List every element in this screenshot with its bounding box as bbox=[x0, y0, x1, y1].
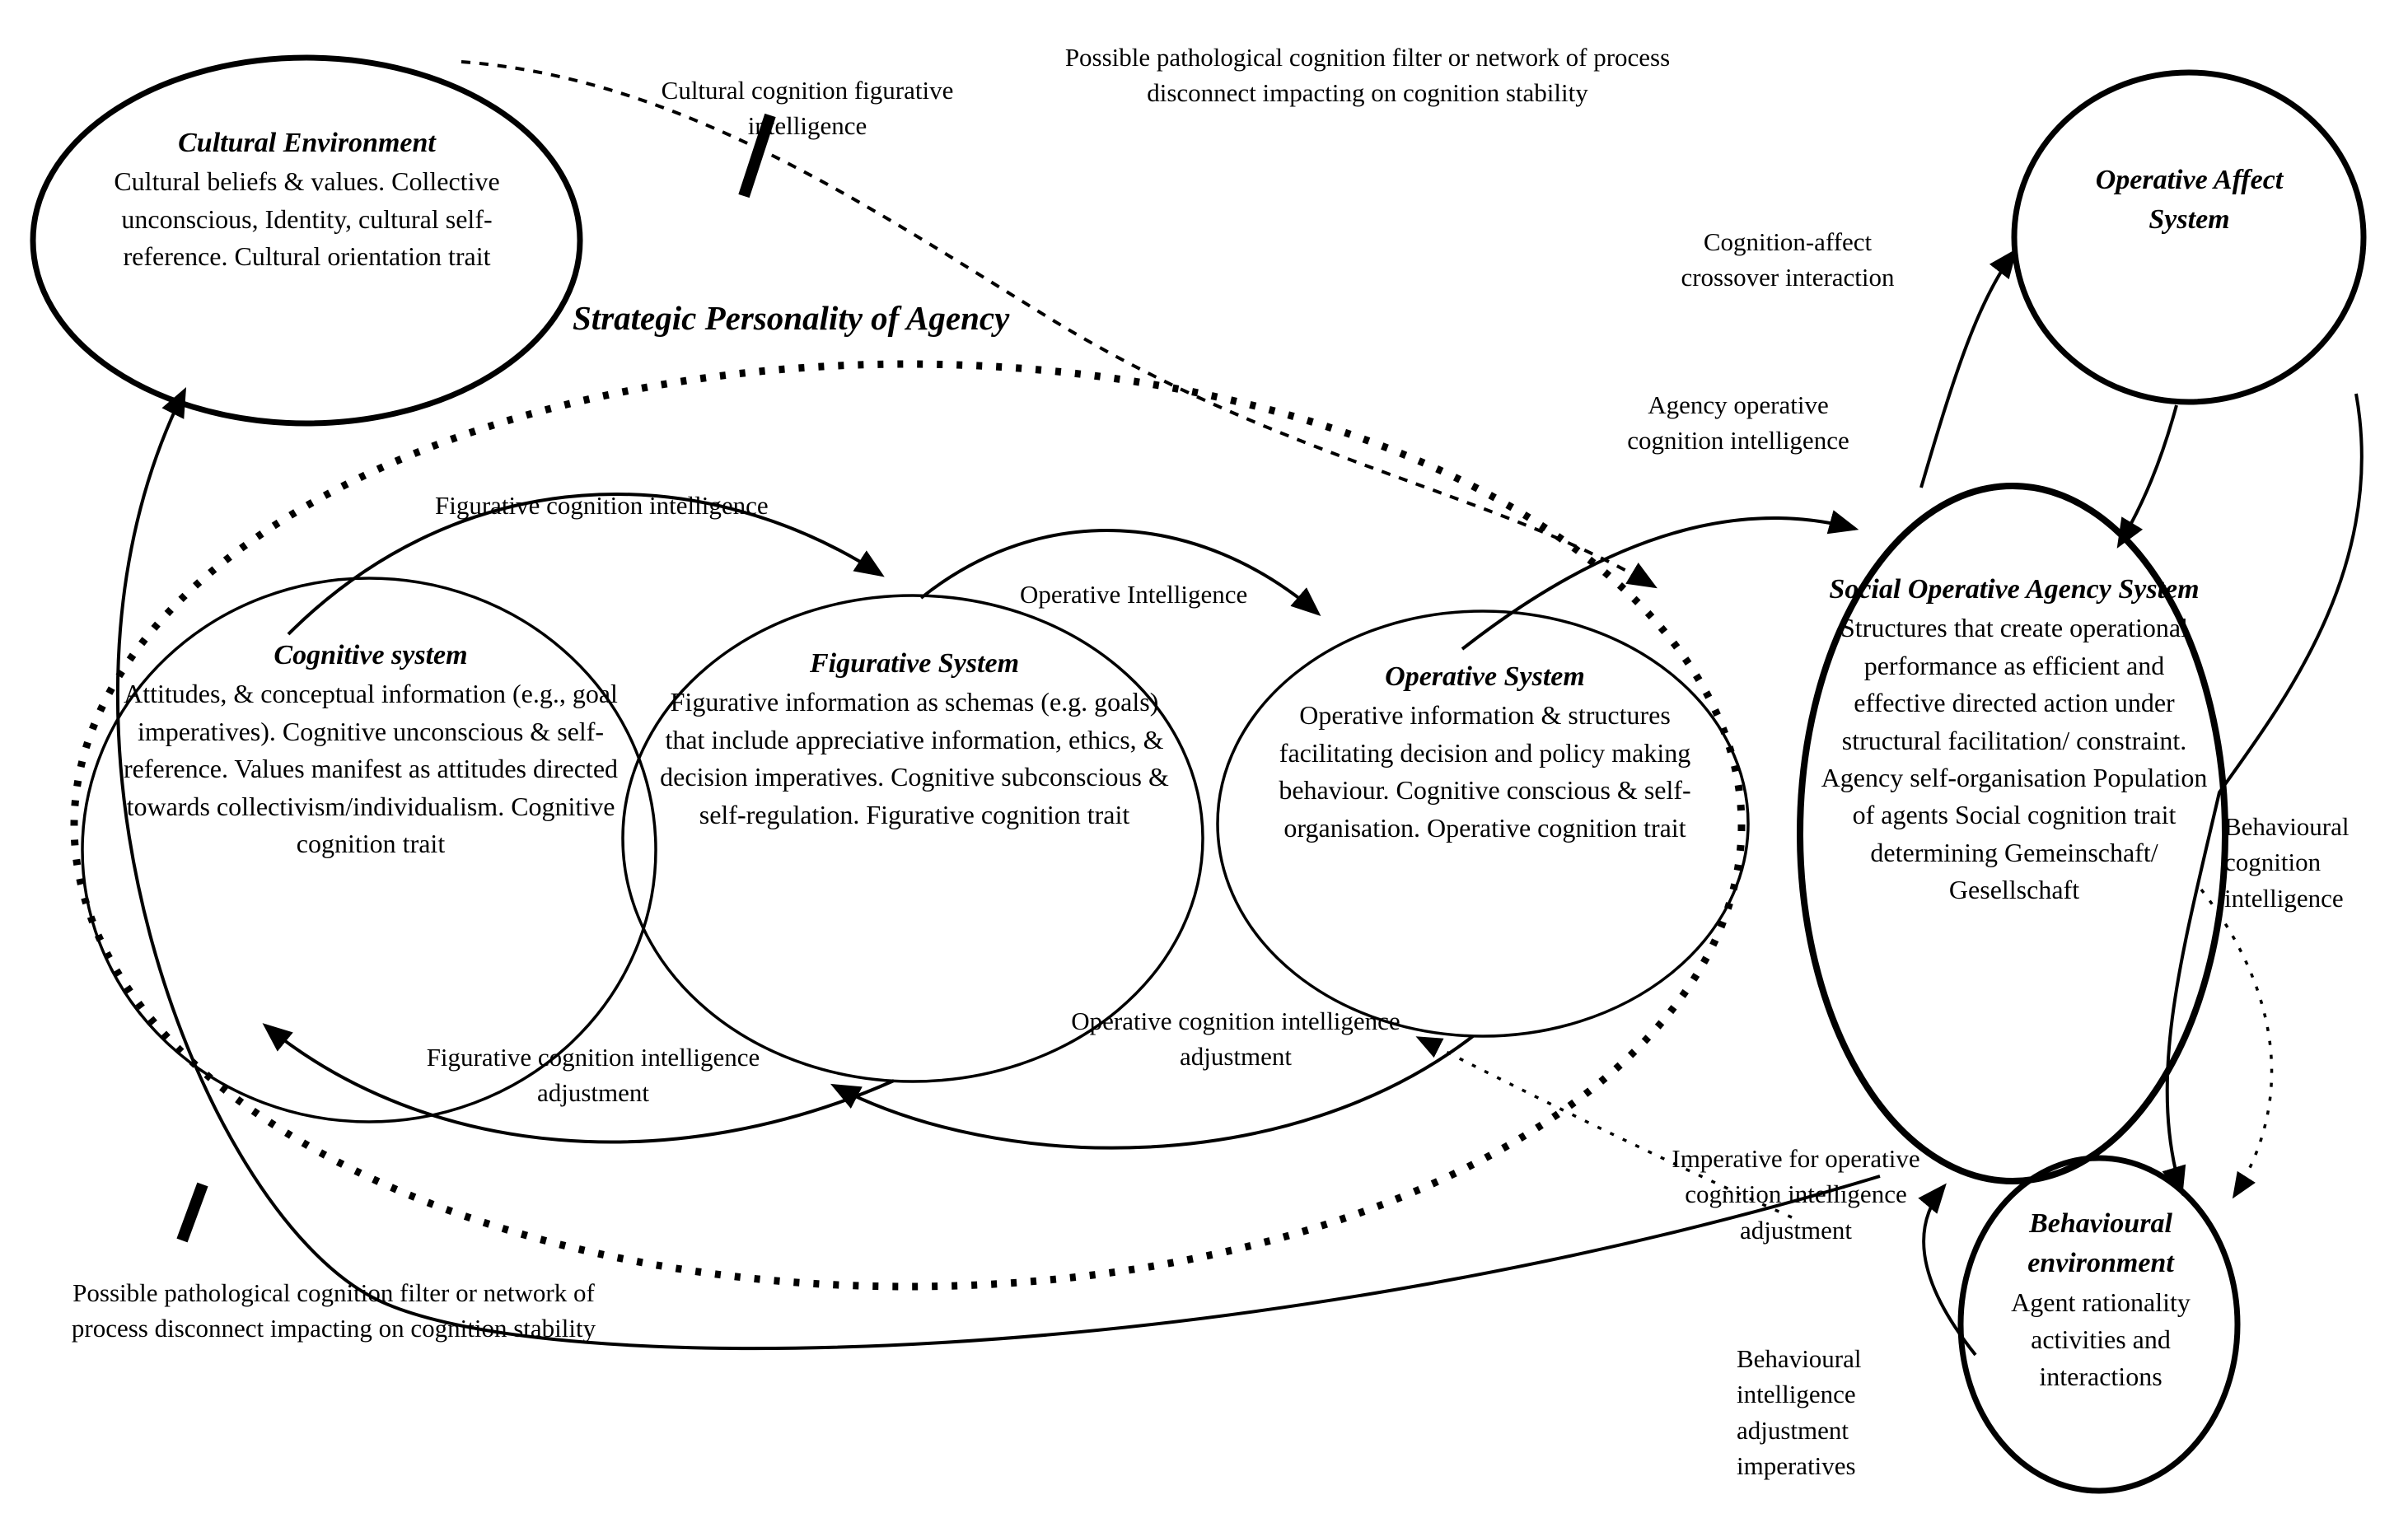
label-imperative-adjustment: Imperative for operative cognition intelligence adjustment bbox=[1672, 1144, 1920, 1245]
label-agency-operative: Agency operative cognition intelligence bbox=[1627, 390, 1849, 455]
node-title: Operative System bbox=[1385, 661, 1585, 692]
node-body: Agent rationality activities and interactions bbox=[2011, 1287, 2191, 1392]
node-body: Operative information & structures facilitating decision and policy making behaviour. Cognitive conscious & self-organisation. Operative cognition trait bbox=[1279, 700, 1691, 843]
node-title: Behavioural environment bbox=[2027, 1208, 2174, 1279]
label-behavioural-cognition: Behavioural cognition intelligence bbox=[2224, 812, 2350, 913]
node-operative-system bbox=[1240, 657, 1730, 847]
node-body: Structures that create operational performance as efficient and effective directed action under structural facilitation/ constraint. Agency self-organisation Population of agents Social cognition trait determining Gemeinschaft/ Gesellschaft bbox=[1821, 613, 2208, 905]
node-title: Cultural Environment bbox=[178, 128, 436, 158]
node-title: Figurative System bbox=[809, 648, 1020, 679]
label-pathological-top: Possible pathological cognition filter or network of process disconnect impacting on cognition stability bbox=[1064, 43, 1671, 108]
label-cognition-affect: Cognition-affect crossover interaction bbox=[1681, 227, 1895, 292]
node-body: Figurative information as schemas (e.g. goals) that include appreciative information, ethics, & decision imperatives. Cognitive subconscious & self-regulation. Figurative cognition trait bbox=[660, 687, 1169, 829]
node-social-operative-agency bbox=[1817, 570, 2212, 909]
node-title: Cognitive system bbox=[274, 640, 468, 670]
label-cultural-cognition: Cultural cognition figurative intelligence bbox=[661, 76, 954, 141]
arrow-crossover-up bbox=[1921, 251, 2015, 488]
arrow-agency-operative-cognition bbox=[1462, 518, 1855, 649]
node-cultural-environment bbox=[74, 124, 540, 276]
node-title: Operative Affect System bbox=[2095, 165, 2284, 236]
block-marker-bottom bbox=[182, 1184, 203, 1240]
label-behavioural-imperatives: Behavioural intelligence adjustment imperatives bbox=[1737, 1344, 1862, 1481]
label-figurative-adjustment: Figurative cognition intelligence adjustment bbox=[426, 1043, 760, 1108]
label-figurative-intelligence: Figurative cognition intelligence bbox=[435, 491, 769, 520]
arrow-behavioural-return bbox=[2201, 890, 2272, 1196]
label-strategic-personality: Strategic Personality of Agency bbox=[573, 299, 1010, 337]
node-operative-affect-system bbox=[2064, 161, 2315, 241]
label-pathological-bottom: Possible pathological cognition filter or network of process disconnect impacting on cognition stability bbox=[71, 1278, 596, 1343]
node-body: Cultural beliefs & values. Collective unconscious, Identity, cultural self-reference. Cultural orientation trait bbox=[114, 166, 500, 272]
label-operative-intelligence: Operative Intelligence bbox=[1020, 580, 1248, 609]
arrow-crossover-down bbox=[2119, 405, 2177, 545]
node-figurative-system bbox=[655, 644, 1174, 834]
node-cognitive-system bbox=[107, 636, 634, 862]
node-body: Attitudes, & conceptual information (e.g., goal imperatives). Cognitive unconscious & self-reference. Values manifest as attitudes directed towards collectivism/individualism. Cognitive cognition trait bbox=[123, 679, 619, 859]
node-behavioural-environment bbox=[1981, 1204, 2220, 1396]
node-title: Social Operative Agency System bbox=[1829, 574, 2200, 605]
arrow-pathological-feedback bbox=[118, 390, 1880, 1348]
label-operative-adjustment: Operative cognition intelligence adjustment bbox=[1071, 1007, 1400, 1072]
